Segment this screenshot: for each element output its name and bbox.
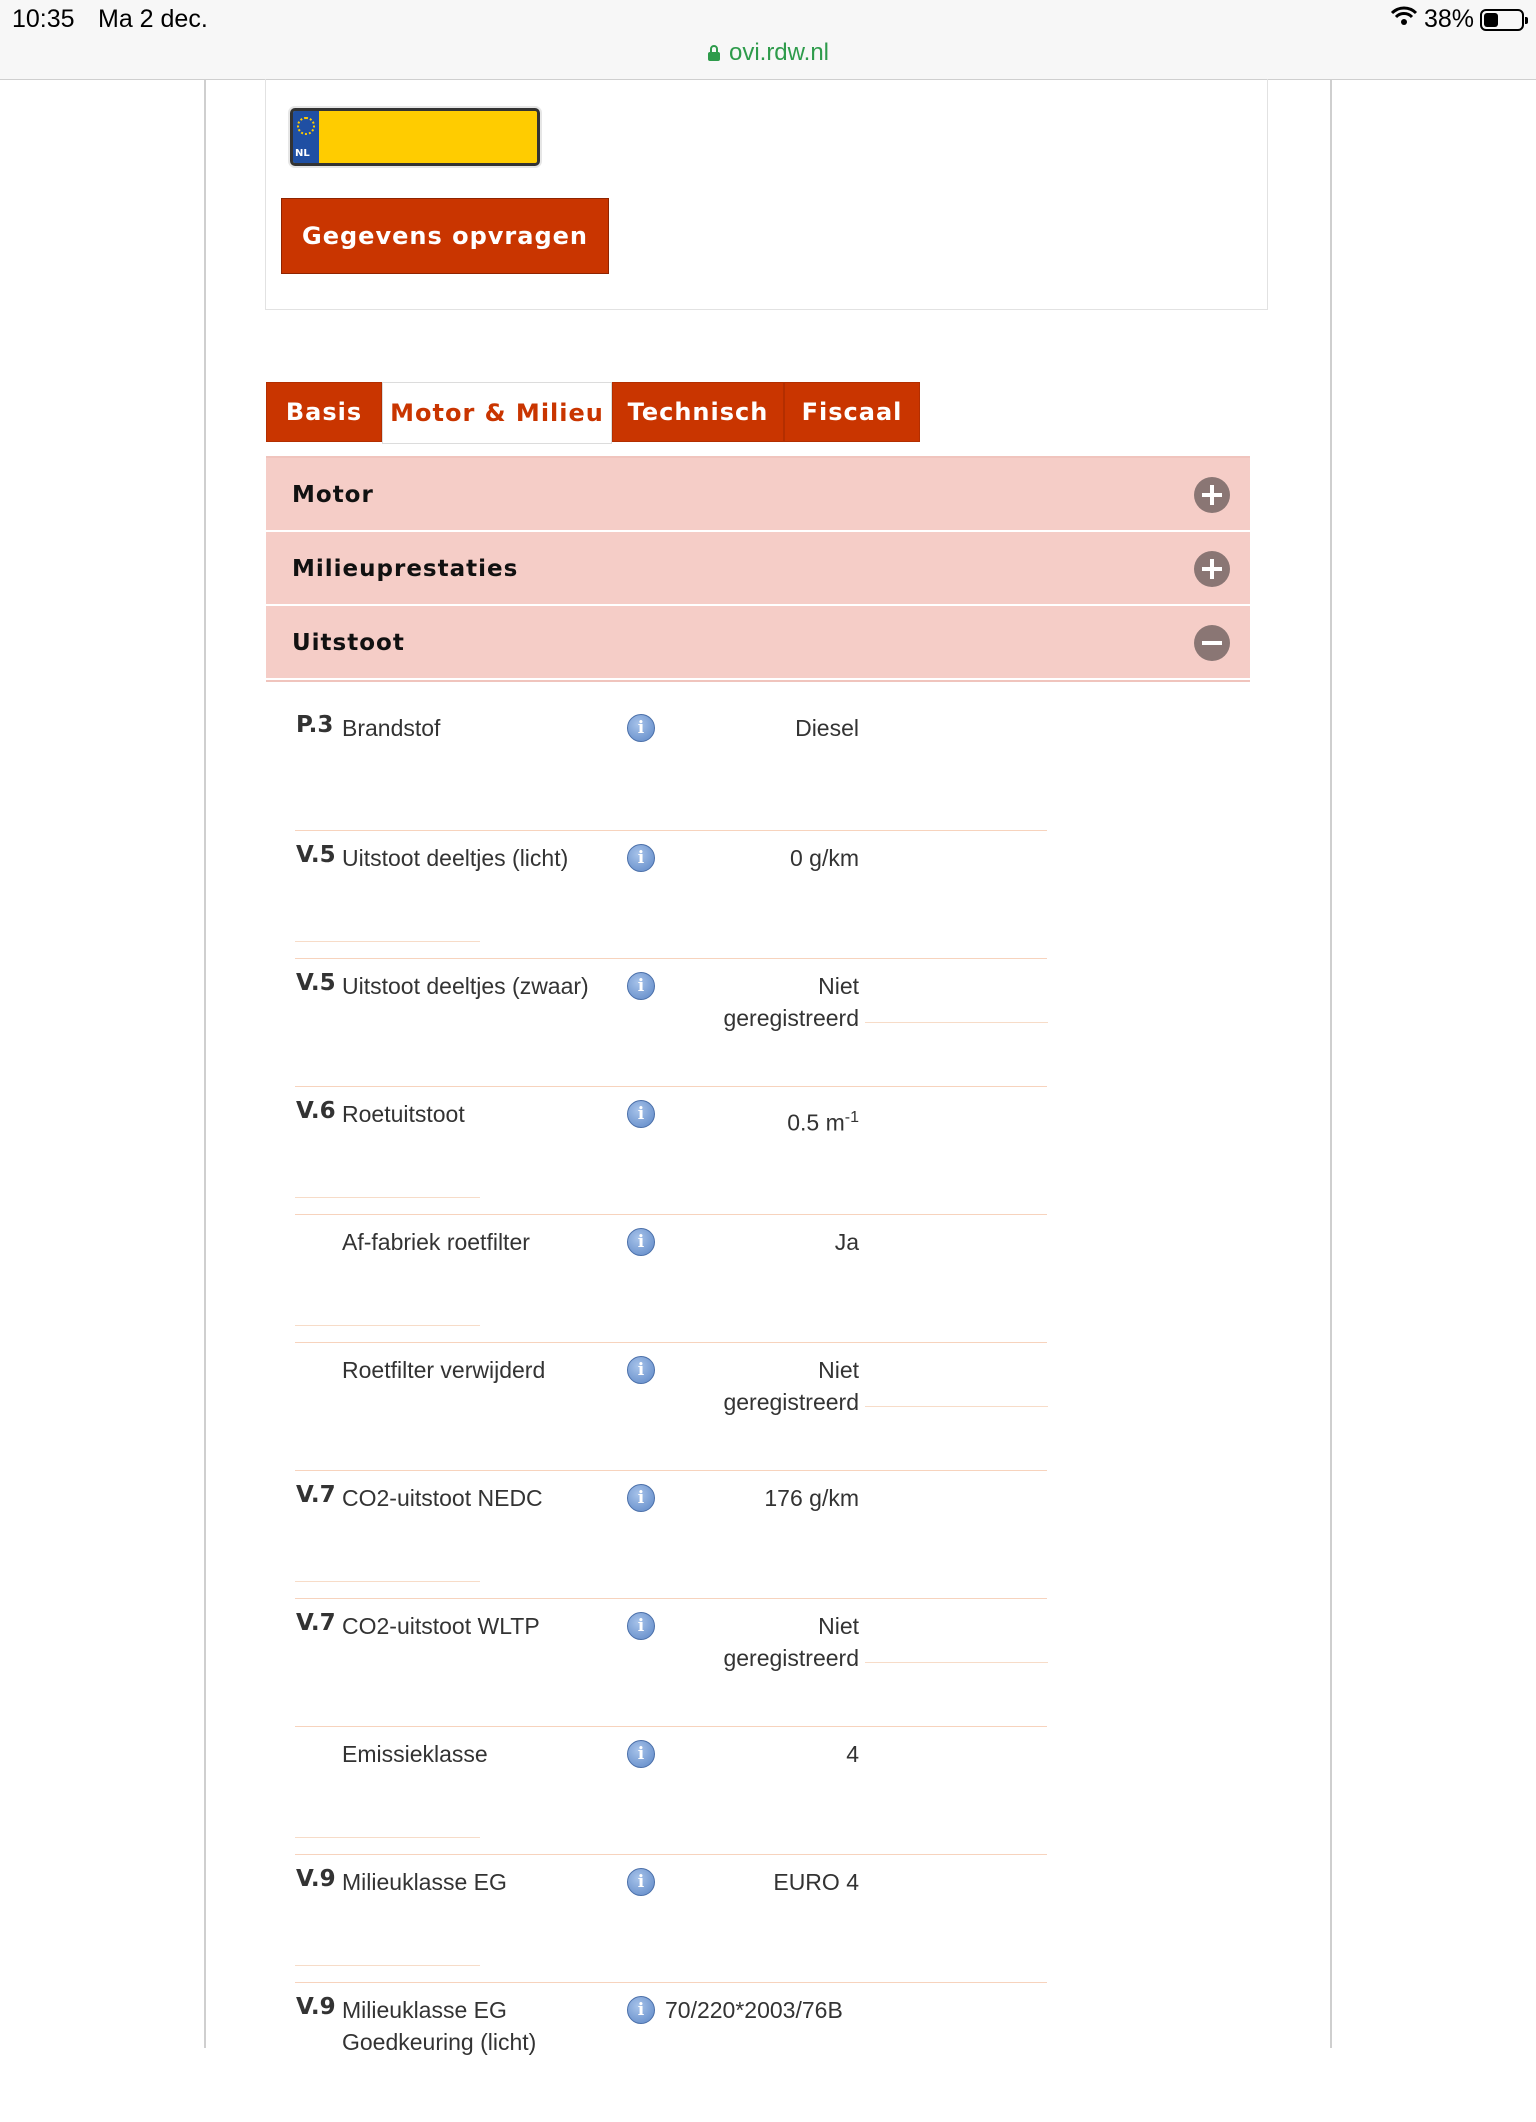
info-icon[interactable]: i (627, 1868, 655, 1896)
info-icon[interactable]: i (627, 714, 655, 742)
field-code: V.5 (296, 842, 336, 868)
data-row (295, 1098, 1047, 1226)
wifi-icon (1390, 5, 1418, 34)
row-separator (295, 958, 1047, 959)
field-value: 70/220*2003/76B (665, 1997, 843, 2023)
field-label: Roetuitstoot (342, 1101, 465, 1127)
row-separator (295, 1086, 1047, 1087)
info-icon[interactable]: i (627, 972, 655, 1000)
data-row (295, 1738, 1047, 1866)
section-title: Milieuprestaties (292, 556, 519, 582)
section-title: Uitstoot (292, 630, 405, 656)
battery-level (1484, 13, 1498, 27)
field-code: V.9 (296, 1994, 336, 2020)
field-code: V.5 (296, 970, 336, 996)
battery-icon (1480, 9, 1524, 31)
info-icon[interactable]: i (627, 1356, 655, 1384)
field-label: Milieuklasse EG (342, 1869, 507, 1895)
data-row (295, 970, 1047, 1098)
underline (295, 1325, 480, 1326)
clock: 10:35 (12, 5, 75, 33)
field-label: Brandstof (342, 715, 441, 741)
field-code: V.6 (296, 1098, 336, 1124)
field-label: CO2-uitstoot NEDC (342, 1485, 543, 1511)
info-icon[interactable]: i (627, 844, 655, 872)
field-value: Niet geregistreerd (723, 973, 859, 1031)
info-icon[interactable]: i (627, 1100, 655, 1128)
value-exponent: -1 (844, 1109, 859, 1126)
field-label: Uitstoot deeltjes (licht) (342, 845, 569, 871)
address-bar[interactable] (0, 39, 1536, 69)
system-indicators (1390, 5, 1524, 34)
field-value: 176 g/km (764, 1485, 859, 1511)
eu-band (293, 111, 319, 163)
data-row (295, 1354, 1047, 1482)
plus-icon[interactable] (1194, 551, 1230, 587)
section-motor[interactable] (266, 458, 1250, 532)
underline (865, 1406, 1048, 1407)
data-row (295, 1226, 1047, 1354)
row-separator (295, 1726, 1047, 1727)
data-row (295, 1610, 1047, 1738)
value-text: 0.5 m (787, 1109, 845, 1136)
row-separator (295, 830, 1047, 831)
field-value: Niet geregistreerd (723, 1613, 859, 1671)
underline (295, 1197, 480, 1198)
underline (295, 1581, 480, 1582)
section-title: Motor (292, 482, 374, 508)
field-value: Ja (834, 1229, 859, 1255)
underline (865, 1022, 1048, 1023)
eu-stars-icon (297, 117, 315, 135)
field-label: CO2-uitstoot WLTP (342, 1613, 540, 1639)
info-icon[interactable]: i (627, 1228, 655, 1256)
section-milieuprestaties[interactable] (266, 532, 1250, 606)
minus-icon[interactable] (1194, 625, 1230, 661)
submit-button[interactable]: Gegevens opvragen (281, 198, 609, 274)
page-frame-right (1330, 79, 1332, 2048)
tab-motor-milieu[interactable]: Motor & Milieu (382, 382, 612, 444)
field-value: 0 g/km (789, 845, 859, 871)
data-row (295, 1866, 1047, 1994)
info-icon[interactable]: i (627, 1612, 655, 1640)
underline (295, 1965, 480, 1966)
field-label: Milieuklasse EG Goedkeuring (licht) (342, 1997, 537, 2055)
row-separator (295, 1214, 1047, 1215)
data-row (295, 1994, 1047, 2122)
country-code: NL (295, 148, 310, 159)
divider (266, 680, 1250, 682)
info-icon[interactable]: i (627, 1484, 655, 1512)
field-value: Niet geregistreerd (723, 1357, 859, 1415)
battery-percentage: 38% (1423, 5, 1474, 33)
tab-technisch[interactable]: Technisch (612, 382, 784, 442)
tab-fiscaal[interactable]: Fiscaal (784, 382, 920, 442)
tab-bar (266, 382, 920, 444)
info-icon[interactable]: i (627, 1996, 655, 2024)
row-separator (295, 1982, 1047, 1983)
row-separator (295, 1854, 1047, 1855)
field-label: Uitstoot deeltjes (zwaar) (342, 973, 589, 999)
underline (295, 941, 480, 942)
field-value: EURO 4 (773, 1869, 859, 1895)
url-text: ovi.rdw.nl (728, 39, 830, 66)
license-plate-input[interactable] (290, 108, 540, 166)
field-label: Emissieklasse (342, 1741, 488, 1767)
field-value: 4 (846, 1741, 859, 1767)
field-code: V.7 (296, 1482, 336, 1508)
row-separator (295, 1470, 1047, 1471)
plus-icon[interactable] (1194, 477, 1230, 513)
field-label: Roetfilter verwijderd (342, 1357, 546, 1383)
underline (295, 1837, 480, 1838)
lock-icon (707, 41, 721, 69)
data-row (295, 1482, 1047, 1610)
field-code: P.3 (296, 712, 334, 738)
field-label: Af-fabriek roetfilter (342, 1229, 530, 1255)
info-icon[interactable]: i (627, 1740, 655, 1768)
field-code: V.9 (296, 1866, 336, 1892)
field-value: Diesel (795, 715, 859, 741)
field-value (661, 1102, 859, 1139)
tab-basis[interactable]: Basis (266, 382, 382, 442)
field-code: V.7 (296, 1610, 336, 1636)
row-separator (295, 1598, 1047, 1599)
data-row (295, 842, 1047, 970)
date: Ma 2 dec. (98, 5, 208, 33)
page-frame-left (204, 79, 206, 2048)
underline (865, 1662, 1048, 1663)
data-row (295, 712, 1047, 840)
browser-status-bar (0, 0, 1536, 80)
row-separator (295, 1342, 1047, 1343)
section-uitstoot[interactable] (266, 606, 1250, 680)
